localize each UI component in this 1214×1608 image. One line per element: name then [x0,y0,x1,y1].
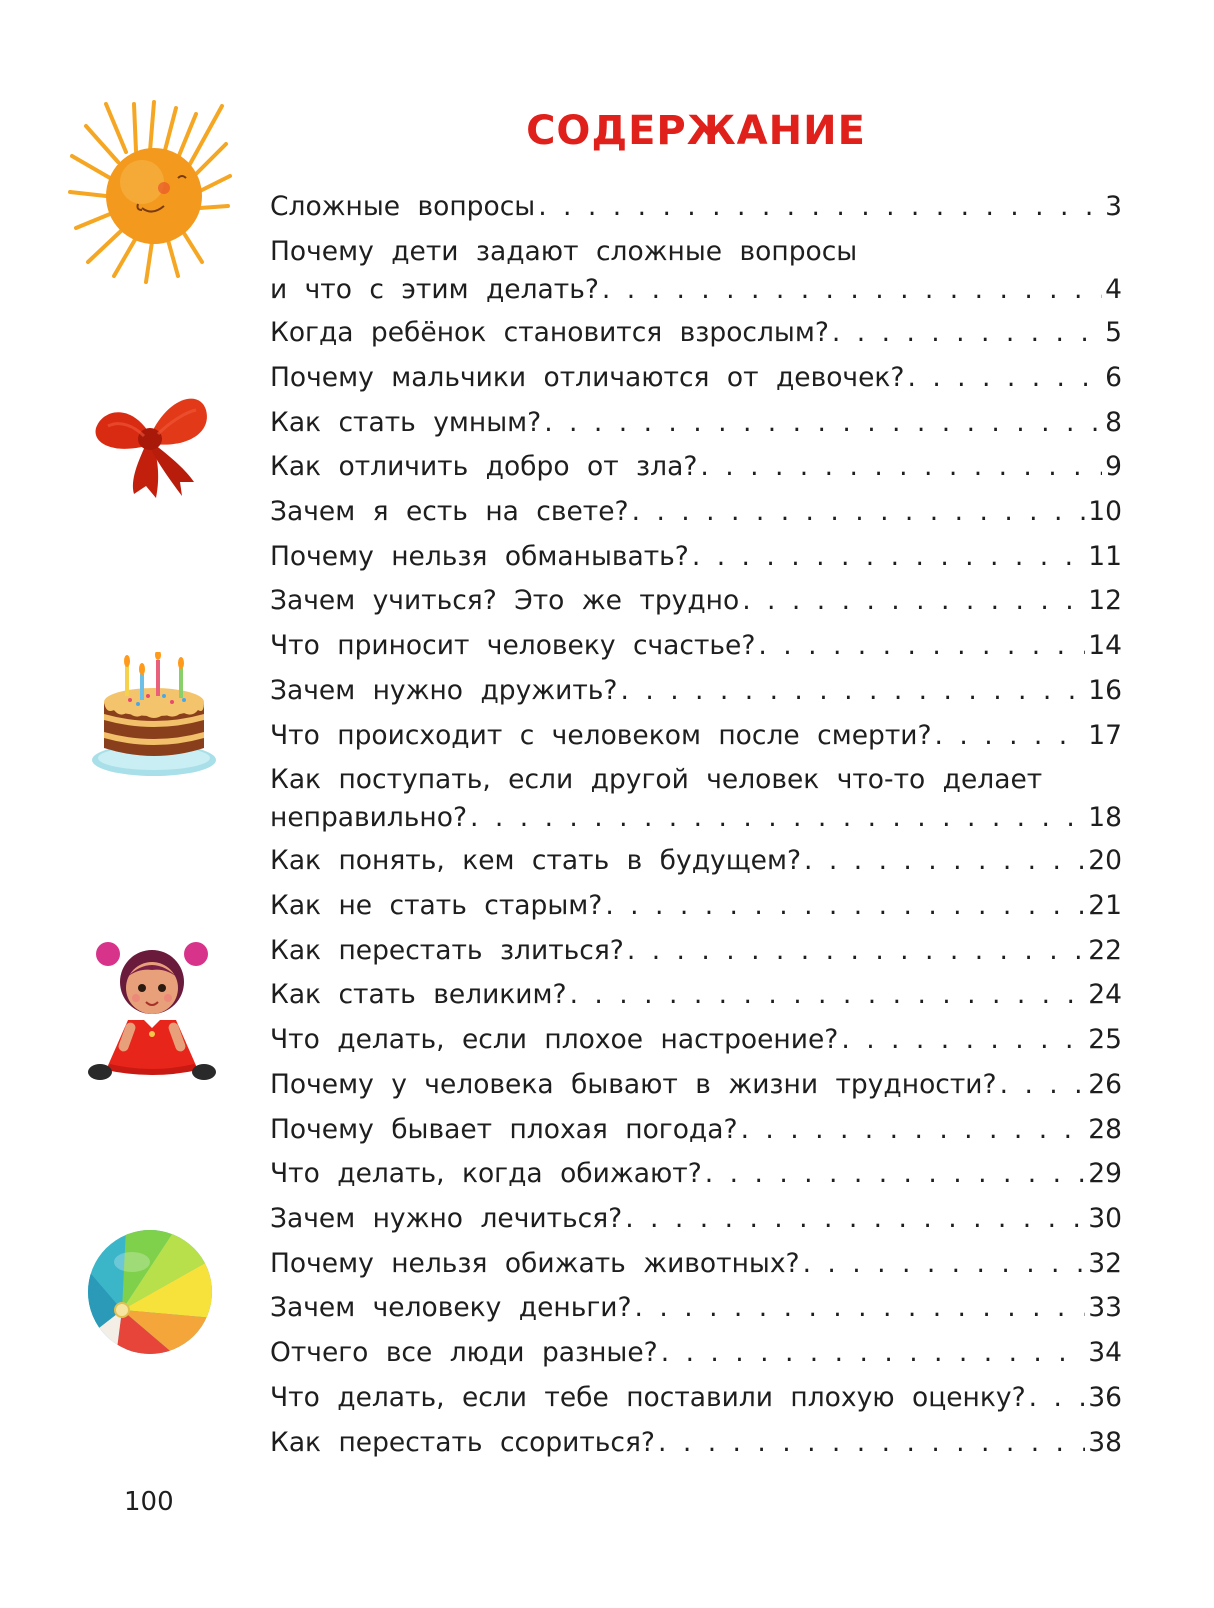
toc-entry-page: 20 [1088,845,1122,876]
toc-entry-title: Зачем нужно дружить? [270,675,618,706]
dot-leader [1000,1066,1086,1104]
dot-leader [627,932,1085,970]
toc-entry-page: 32 [1088,1248,1122,1279]
toc-entry-page: 36 [1088,1382,1122,1413]
toc-entry-title: Как понять, кем стать в будущем? [270,845,802,876]
toc-entry-page: 17 [1088,720,1122,751]
toc-entry-title: Когда ребёнок становится взрослым? [270,317,829,348]
dot-leader [705,1155,1085,1193]
toc-entry-title: Почему нельзя обижать животных? [270,1248,800,1279]
dot-leader [605,887,1085,925]
toc-entry[interactable] [270,976,1122,1014]
toc-entry[interactable] [270,233,1122,309]
dot-leader [625,1200,1085,1238]
toc-entry-page: 11 [1088,541,1122,572]
toc-entry-page: 5 [1105,317,1122,348]
dot-leader [692,538,1085,576]
toc-entry-title: Как стать умным? [270,407,542,438]
dot-leader [832,314,1102,352]
dot-leader [935,717,1086,755]
toc-entry-title: Зачем учиться? Это же трудно [270,585,740,616]
toc-entry-page: 33 [1088,1292,1122,1323]
dot-leader [804,842,1085,880]
dot-leader [661,1334,1086,1372]
dot-leader [741,1111,1086,1149]
toc-entry-page: 18 [1088,802,1122,833]
toc-entry-page: 29 [1088,1158,1122,1189]
toc-entry-title: Почему бывает плохая погода? [270,1114,738,1145]
toc-entry-title: Зачем нужно лечиться? [270,1203,623,1234]
dot-leader [658,1424,1085,1462]
dot-leader [803,1245,1086,1283]
dot-leader [538,188,1102,226]
toc-entry-title: Как не стать старым? [270,890,603,921]
toc-entry[interactable] [270,538,1122,576]
toc-entry[interactable] [270,672,1122,710]
toc-entry-page: 3 [1105,191,1122,222]
toc-entry[interactable] [270,359,1122,397]
toc-entry[interactable] [270,842,1122,880]
toc-entry[interactable] [270,1289,1122,1327]
toc-entry[interactable] [270,717,1122,755]
toc-entry-page: 4 [1105,274,1122,305]
toc-entry-title: Зачем человеку деньги? [270,1292,632,1323]
dot-leader [1029,1379,1086,1417]
toc-entry-title: Что делать, когда обижают? [270,1158,702,1189]
toc-entry[interactable] [270,1424,1122,1462]
toc-entry[interactable] [270,404,1122,442]
toc-entry[interactable] [270,1379,1122,1417]
toc-entry-title: Что делать, если тебе поставили плохую оценку? [270,1382,1026,1413]
toc-entry-title: Как перестать злиться? [270,935,624,966]
toc-entry[interactable] [270,1155,1122,1193]
bow-illustration [90,382,214,500]
toc-entry[interactable] [270,1021,1122,1059]
dot-leader [907,359,1102,397]
dot-leader [742,582,1085,620]
page-title: СОДЕРЖАНИЕ [526,108,866,154]
toc-entry-title-line1: Как поступать, если другой человек что-то делает [270,764,1043,795]
toc-entry[interactable] [270,314,1122,352]
toc-entry-title: Зачем я есть на свете? [270,496,629,527]
toc-entry-page: 9 [1105,451,1122,482]
toc-entry-title: Что делать, если плохое настроение? [270,1024,839,1055]
dot-leader [700,448,1102,486]
toc-entry-title: неправильно? [270,802,468,833]
cake-illustration [88,652,220,780]
toc-entry[interactable] [270,932,1122,970]
sun-illustration [66,96,236,286]
toc-entry-title: Сложные вопросы [270,191,536,222]
dot-leader [570,976,1086,1014]
toc-entry-page: 16 [1088,675,1122,706]
page-number: 100 [124,1487,174,1517]
toc-entry-title: Что приносит человеку счастье? [270,630,756,661]
toc-entry-page: 8 [1105,407,1122,438]
toc-entry[interactable] [270,761,1122,837]
toc-entry-page: 21 [1088,890,1122,921]
toc-entry-title: Как отличить добро от зла? [270,451,698,482]
toc-entry[interactable] [270,1245,1122,1283]
dot-leader [470,799,1085,837]
toc-entry-page: 12 [1088,585,1122,616]
toc-entry-page: 24 [1088,979,1122,1010]
toc-entry[interactable] [270,582,1122,620]
toc-entry-title: Как перестать ссориться? [270,1427,655,1458]
toc-entry-page: 34 [1088,1337,1122,1368]
toc-entry-page: 14 [1088,630,1122,661]
toc-entry-page: 22 [1088,935,1122,966]
toc-entry-title: Отчего все люди разные? [270,1337,658,1368]
toc-entry-title: Почему у человека бывают в жизни трудности? [270,1069,997,1100]
doll-illustration [86,938,218,1086]
toc-entry-title: Как стать великим? [270,979,567,1010]
toc-entry[interactable] [270,627,1122,665]
dot-leader [841,1021,1085,1059]
toc-entry[interactable] [270,887,1122,925]
toc-entry[interactable] [270,493,1122,531]
toc-entry[interactable] [270,1111,1122,1149]
toc-entry-title: Почему нельзя обманывать? [270,541,689,572]
toc-entry-page: 38 [1088,1427,1122,1458]
toc-entry-page: 10 [1088,496,1122,527]
toc-entry[interactable] [270,1200,1122,1238]
dot-leader [632,493,1086,531]
dot-leader [635,1289,1086,1327]
toc-entry-title: Что происходит с человеком после смерти? [270,720,932,751]
dot-leader [621,672,1086,710]
ball-illustration [86,1228,214,1356]
toc-entry[interactable] [270,188,1122,226]
dot-leader [758,627,1085,665]
toc-entry-title-line1: Почему дети задают сложные вопросы [270,236,858,267]
toc-entry[interactable] [270,1334,1122,1372]
toc-entry-page: 28 [1088,1114,1122,1145]
toc-entry-page: 26 [1088,1069,1122,1100]
toc-entry-title: и что с этим делать? [270,274,599,305]
toc-entry[interactable] [270,448,1122,486]
toc-entry-page: 6 [1105,362,1122,393]
toc-entry-title: Почему мальчики отличаются от девочек? [270,362,905,393]
dot-leader [544,404,1102,442]
toc-entry-page: 30 [1088,1203,1122,1234]
toc-entry-page: 25 [1088,1024,1122,1055]
dot-leader [602,271,1102,309]
toc-entry[interactable] [270,1066,1122,1104]
